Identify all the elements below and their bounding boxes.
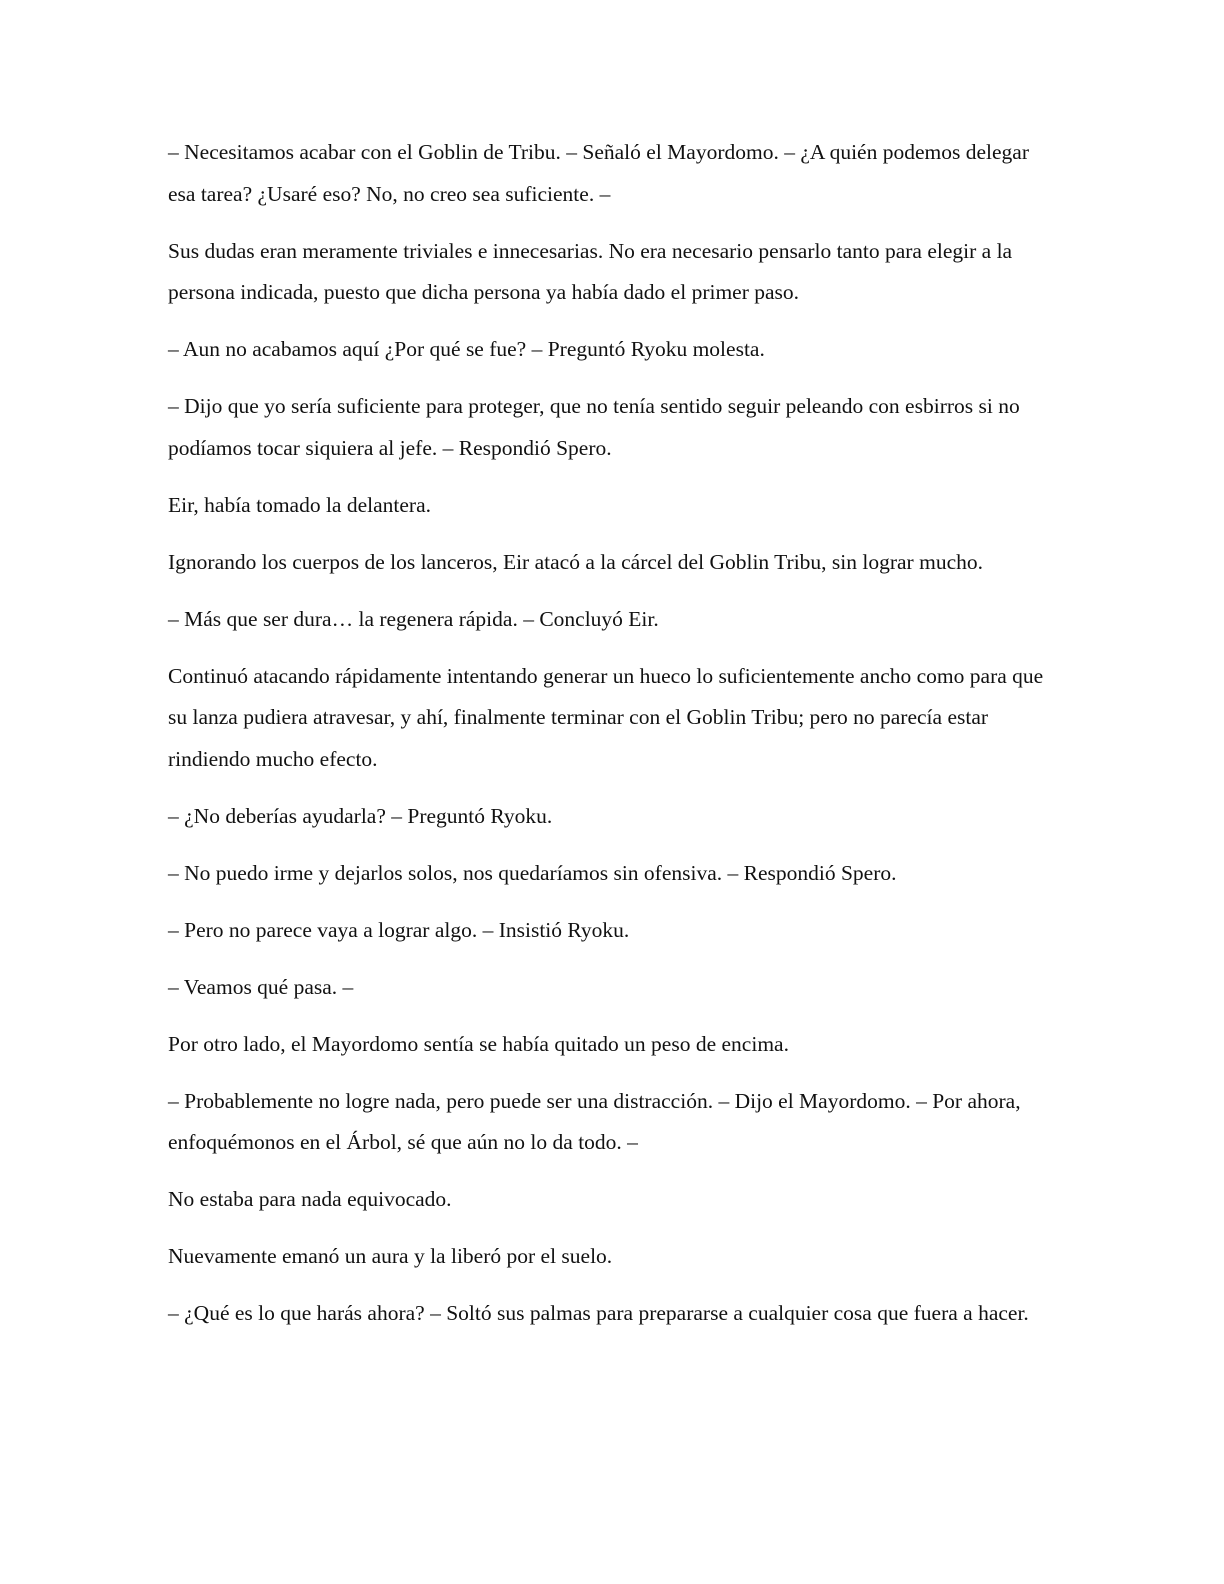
paragraph: – Probablemente no logre nada, pero puede ser una distracción. – Dijo el Mayordomo. – Por ahora, enfoquémonos en el Árbol, sé que aún no lo da todo. –	[168, 1088, 1021, 1154]
paragraph: – No puedo irme y dejarlos solos, nos quedaríamos sin ofensiva. – Respondió Spero.	[168, 860, 897, 885]
paragraph: Ignorando los cuerpos de los lanceros, Eir atacó a la cárcel del Goblin Tribu, sin lograr mucho.	[168, 549, 983, 574]
paragraph: Eir, había tomado la delantera.	[168, 492, 431, 517]
paragraph: – Pero no parece vaya a lograr algo. – Insistió Ryoku.	[168, 917, 630, 942]
paragraph: Sus dudas eran meramente triviales e innecesarias. No era necesario pensarlo tanto para elegir a la persona indicada, puesto que dicha persona ya había dado el primer paso.	[168, 238, 1013, 304]
paragraph: – Aun no acabamos aquí ¿Por qué se fue? – Preguntó Ryoku molesta.	[168, 337, 765, 361]
paragraph: – Veamos qué pasa. –	[168, 974, 354, 999]
paragraph: – ¿Qué es lo que harás ahora? – Soltó sus palmas para prepararse a cualquier cosa que fuera a hacer.	[168, 1301, 1029, 1325]
paragraph: No estaba para nada equivocado.	[168, 1187, 452, 1211]
paragraph: – ¿No deberías ayudarla? – Preguntó Ryoku.	[168, 803, 553, 828]
paragraph: Nuevamente emanó un aura y la liberó por el suelo.	[168, 1244, 613, 1268]
paragraph: Por otro lado, el Mayordomo sentía se había quitado un peso de encima.	[168, 1031, 789, 1056]
paragraph: – Más que ser dura… la regenera rápida. – Concluyó Eir.	[168, 606, 659, 631]
paragraph: Continuó atacando rápidamente intentando generar un hueco lo suficientemente ancho como para que su lanza pudiera atravesar, y ahí, finalmente terminar con el Goblin Tribu; pero no parecía estar rindiendo mucho efecto.	[168, 663, 1044, 771]
paragraph: – Dijo que yo sería suficiente para proteger, que no tenía sentido seguir peleando con esbirros si no podíamos tocar siquiera al jefe. – Respondió Spero.	[168, 394, 1020, 460]
paragraph: – Necesitamos acabar con el Goblin de Tribu. – Señaló el Mayordomo. – ¿A quién podemos delegar esa tarea? ¿Usaré eso? No, no creo sea suficiente. –	[168, 140, 1029, 206]
document-page	[168, 132, 1048, 1350]
